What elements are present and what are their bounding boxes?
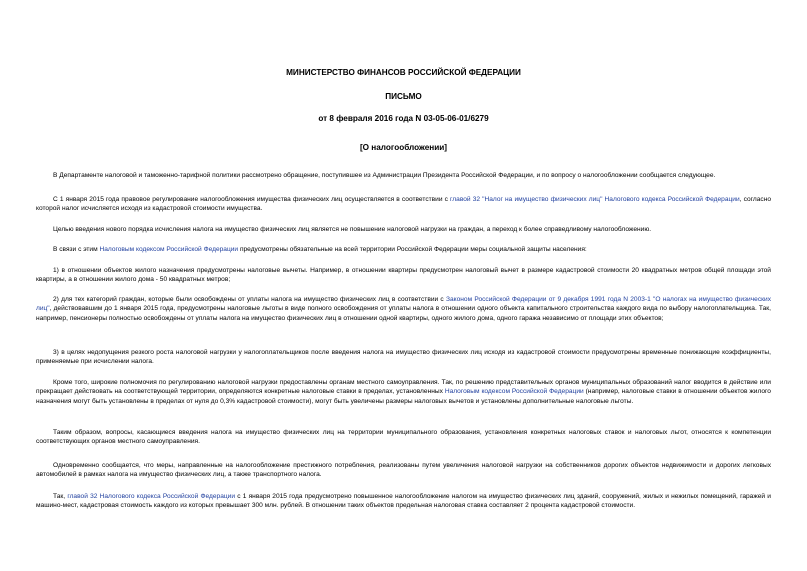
paragraph-text: В связи с этим xyxy=(53,246,100,253)
paragraph-5 xyxy=(36,266,771,285)
paragraph-text: предусмотрены обязательные на всей территории Российской Федерации меры социальной защиты населения: xyxy=(238,246,587,253)
paragraph-11 xyxy=(36,492,771,511)
paragraph-text: Так, xyxy=(53,493,68,500)
link-tax-code[interactable]: Налоговым кодексом Российской Федерации xyxy=(99,246,239,253)
paragraph-9 xyxy=(36,428,771,447)
paragraph-text: Таким образом, вопросы, касающиеся введения налога на имущество физических лиц на территории муниципального образования, установления конкретных налоговых ставок и налоговых льгот, относятся к компетенции соответствующих органов местного самоуправления. xyxy=(36,429,771,446)
paragraph-text: С 1 января 2015 года правовое регулирование налогообложения имущества физических лиц осуществляется в соответствии с xyxy=(53,196,451,203)
paragraph-10 xyxy=(36,461,771,480)
paragraph-text: , согласно которой налог исчисляется исходя из кадастровой стоимости имущества. xyxy=(36,196,772,213)
paragraph-1 xyxy=(36,171,771,180)
paragraph-7 xyxy=(36,348,771,367)
paragraph-text: Кроме того, широкие полномочия по регулированию налоговой нагрузки предоставлены органам местного самоуправления. Так, по решению представительных органов муниципальных образований налог вводится в действие или прекращает действовать на соответствующей территории, определяются конкретные налоговые ставки в пределах, установленных xyxy=(36,379,771,396)
paragraph-text: В Департаменте налоговой и таможенно-тарифной политики рассмотрено обращение, поступившее из Администрации Президента Российской Федерации, и по вопросу о налогообложении сообщается следующее. xyxy=(53,172,716,179)
link-tax-code[interactable]: Налоговым кодексом Российской Федерации xyxy=(444,388,584,396)
paragraph-text: Одновременно сообщается, что меры, направленные на налогообложение престижного потребления, реализованы путем увеличения налоговой нагрузки на собственников дорогих объектов недвижимости и дорогих легковых автомобилей в рамках налога на имущество физических лиц, а также транспортного налога. xyxy=(36,462,771,479)
paragraph-4 xyxy=(36,245,771,254)
link-chapter-32[interactable]: главой 32 "Налог на имущество физических лиц" Налогового кодекса Российской Федерации xyxy=(450,196,740,203)
paragraph-2 xyxy=(36,195,771,214)
paragraph-text: 2) для тех категорий граждан, которые были освобождены от уплаты налога на имущество физических лиц в соответствии с xyxy=(53,296,446,303)
paragraph-text: 3) в целях недопущения резкого роста налоговой нагрузки у налогоплательщиков после введения налога на имущество физических лиц исходя из кадастровой стоимости предусмотрены временные понижающие коэффициенты, применяемые при исчислении налога. xyxy=(36,349,771,366)
document-date-number: от 8 февраля 2016 года N 03-05-06-01/6279 xyxy=(318,114,489,123)
document-page xyxy=(36,0,771,571)
paragraph-text: с 1 января 2015 года предусмотрено повышенное налогообложение налогом на имущество физических лиц зданий, сооружений, жилых и нежилых помещений, гаражей и машино-мест, кадастровая стоимость каждого из которых превышает 300 млн. рублей. В отношении таких объектов предельная налоговая ставка составляет 2 процента кадастровой стоимости. xyxy=(36,493,771,510)
paragraph-3 xyxy=(36,225,771,234)
paragraph-text: (например, налоговые ставки в отношении объектов жилого назначения могут быть установлены в пределах от нуля до 0,3% кадастровой стоимости), могут быть увеличены размеры налоговых вычетов и установлены дополнительные налоговые льготы. xyxy=(36,388,771,405)
paragraph-text: 1) в отношении объектов жилого назначения предусмотрены налоговые вычеты. Например, в отношении квартиры предусмотрен налоговый вычет в размере кадастровой стоимости 20 квадратных метров общей площади этой квартиры, а в отношении жилого дома - 50 квадратных метров; xyxy=(36,267,771,284)
link-chapter-32[interactable]: главой 32 Налогового кодекса Российской Федерации xyxy=(67,493,236,500)
ministry-title: МИНИСТЕРСТВО ФИНАНСОВ РОССИЙСКОЙ ФЕДЕРАЦИИ xyxy=(286,68,521,77)
document-subject: [О налогообложении] xyxy=(359,143,448,152)
paragraph-text: Целью введения нового порядка исчисления налога на имущество физических лиц является не повышение налоговой нагрузки на граждан, а переход к более справедливому налогообложению. xyxy=(53,226,652,233)
document-type: ПИСЬМО xyxy=(385,92,422,101)
paragraph-6 xyxy=(36,295,771,323)
paragraph-text: , действовавшим до 1 января 2015 года, предусмотрены налоговые льготы в виде полного освобождения от уплаты налога в отношении одного объекта капитального строительства каждого вида по выбору налогоплательщика. Так, например, пенсионеры полностью освобождены от уплаты налога на имущество физических лиц в отношении одной квартиры, одного жилого дома, одного гаража независимо от площади этих объектов; xyxy=(36,305,771,322)
paragraph-8 xyxy=(36,378,771,406)
link-law-2003-1[interactable]: Законом Российской Федерации от 9 декабря 1991 года N 2003-1 "О налогах на имущество физических лиц" xyxy=(36,296,772,313)
